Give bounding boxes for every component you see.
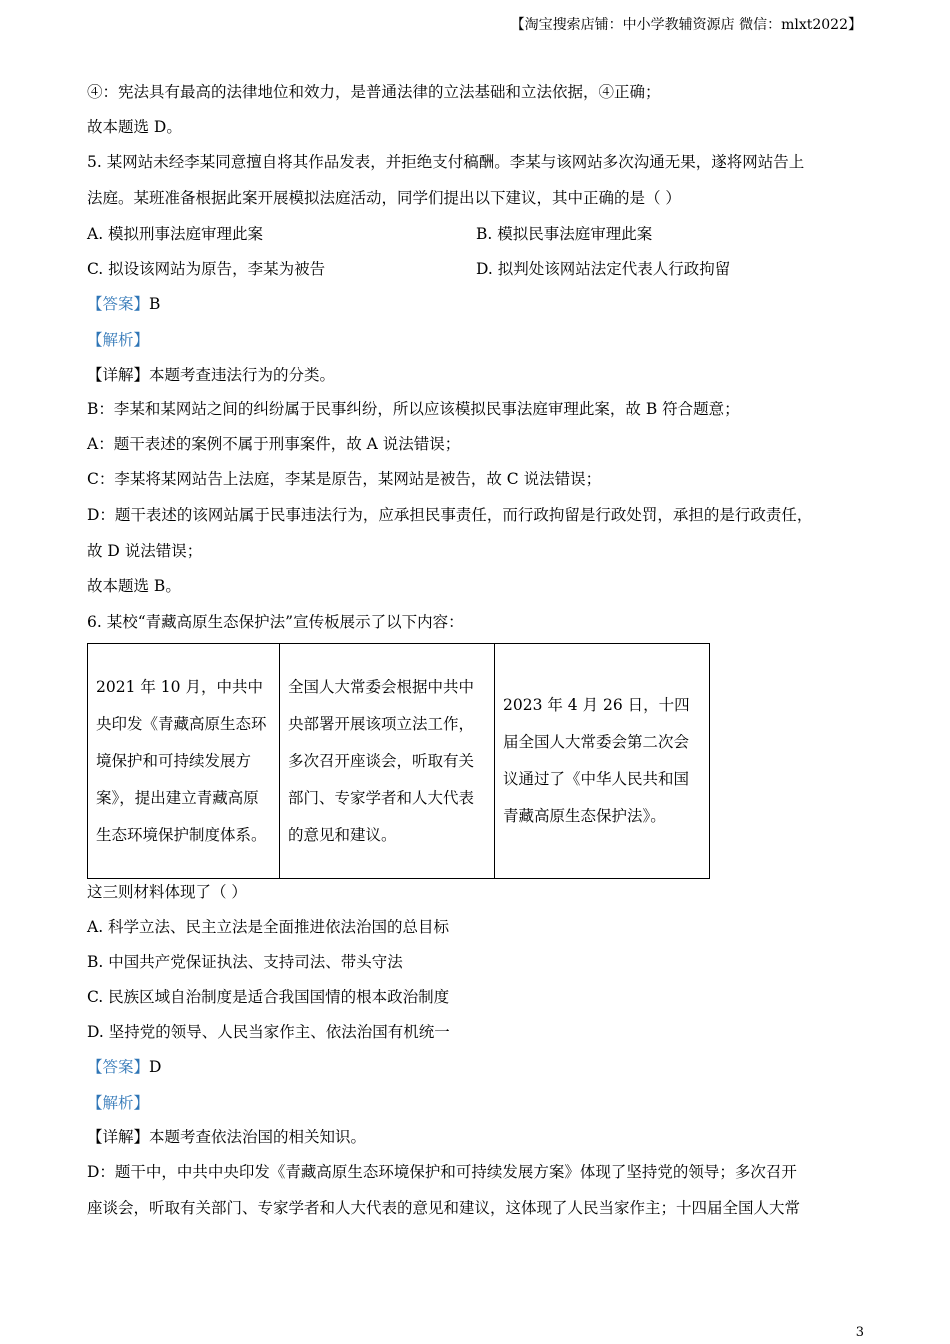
q6-option-d: D. 坚持党的领导、人民当家作主、依法治国有机统一: [87, 1023, 450, 1041]
q6-material-cell-3: 2023 年 4 月 26 日，十四届全国人大常委会第二次会议通过了《中华人民共和国青藏高原生态保护法》。: [495, 644, 710, 879]
q6-detail: 【详解】本题考查依法治国的相关知识。: [87, 1128, 367, 1146]
q5-analysis-d-line1: D：题干表述的该网站属于民事违法行为，应承担民事责任，而行政拘留是行政处罚，承担的是行政责任，: [87, 506, 813, 524]
q6-answer: [87, 1057, 161, 1077]
q6-option-b: B. 中国共产党保证执法、支持司法、带头守法: [87, 953, 403, 971]
q6-option-a: A. 科学立法、民主立法是全面推进依法治国的总目标: [87, 918, 450, 936]
q6-answer-label: 【答案】: [87, 1058, 150, 1076]
q6-material-cell-2: 全国人大常委会根据中共中央部署开展该项立法工作，多次召开座谈会，听取有关部门、专家学者和人大代表的意见和建议。: [280, 644, 495, 879]
q6-material-row: [88, 644, 710, 879]
q5-option-a: A. 模拟刑事法庭审理此案: [87, 225, 264, 243]
q5-conclusion: 故本题选 B。: [87, 577, 181, 595]
q5-analysis-c: C：李某将某网站告上法庭，李某是原告，某网站是被告，故 C 说法错误；: [87, 470, 602, 488]
prev-analysis-line: ④：宪法具有最高的法律地位和效力，是普通法律的立法基础和立法依据，④正确；: [87, 83, 661, 101]
q6-material-table: [87, 643, 710, 879]
q6-analysis-d-line1: D：题干中，中共中央印发《青藏高原生态环境保护和可持续发展方案》体现了坚持党的领导；多次召开: [87, 1163, 797, 1181]
page-number: 3: [855, 1325, 864, 1340]
q5-analysis-a: A：题干表述的案例不属于刑事案件，故 A 说法错误；: [87, 435, 461, 453]
q6-stem: 6. 某校“青藏高原生态保护法”宣传板展示了以下内容：: [87, 613, 464, 631]
q5-analysis-d-line2: 故 D 说法错误；: [87, 542, 203, 560]
q5-answer-label: 【答案】: [87, 295, 150, 313]
q6-answer-value: D: [149, 1058, 162, 1076]
q5-option-c: C. 拟设该网站为原告，李某为被告: [87, 260, 326, 278]
q5-answer: [87, 294, 160, 314]
q6-analysis-d-line2: 座谈会，听取有关部门、专家学者和人大代表的意见和建议，这体现了人民当家作主；十四届全国人大常: [87, 1199, 801, 1217]
q5-option-d: D. 拟判处该网站法定代表人行政拘留: [476, 260, 731, 278]
q5-analysis-label: 【解析】: [87, 331, 150, 349]
q6-analysis-label: 【解析】: [87, 1094, 150, 1112]
q6-material-cell-1: 2021 年 10 月，中共中央印发《青藏高原生态环境保护和可持续发展方案》，提出建立青藏高原生态环境保护制度体系。: [88, 644, 280, 879]
q6-option-c: C. 民族区域自治制度是适合我国国情的根本政治制度: [87, 988, 450, 1006]
q5-answer-value: B: [149, 295, 161, 313]
q6-question: 这三则材料体现了（ ）: [87, 883, 247, 901]
prev-conclusion: 故本题选 D。: [87, 118, 182, 136]
q5-stem-line2: 法庭。某班准备根据此案开展模拟法庭活动，同学们提出以下建议，其中正确的是（ ）: [87, 189, 681, 207]
q5-stem-line1: 5. 某网站未经李某同意擅自将其作品发表，并拒绝支付稿酬。李某与该网站多次沟通无果，遂将网站告上: [87, 153, 805, 171]
q5-option-b: B. 模拟民事法庭审理此案: [476, 225, 653, 243]
q5-analysis-b: B：李某和某网站之间的纠纷属于民事纠纷，所以应该模拟民事法庭审理此案，故 B 符合题意；: [87, 400, 740, 418]
q5-detail: 【详解】本题考查违法行为的分类。: [87, 366, 336, 384]
page-header: 【淘宝搜索店铺：中小学教辅资源店 微信：mlxt2022】: [510, 17, 862, 33]
